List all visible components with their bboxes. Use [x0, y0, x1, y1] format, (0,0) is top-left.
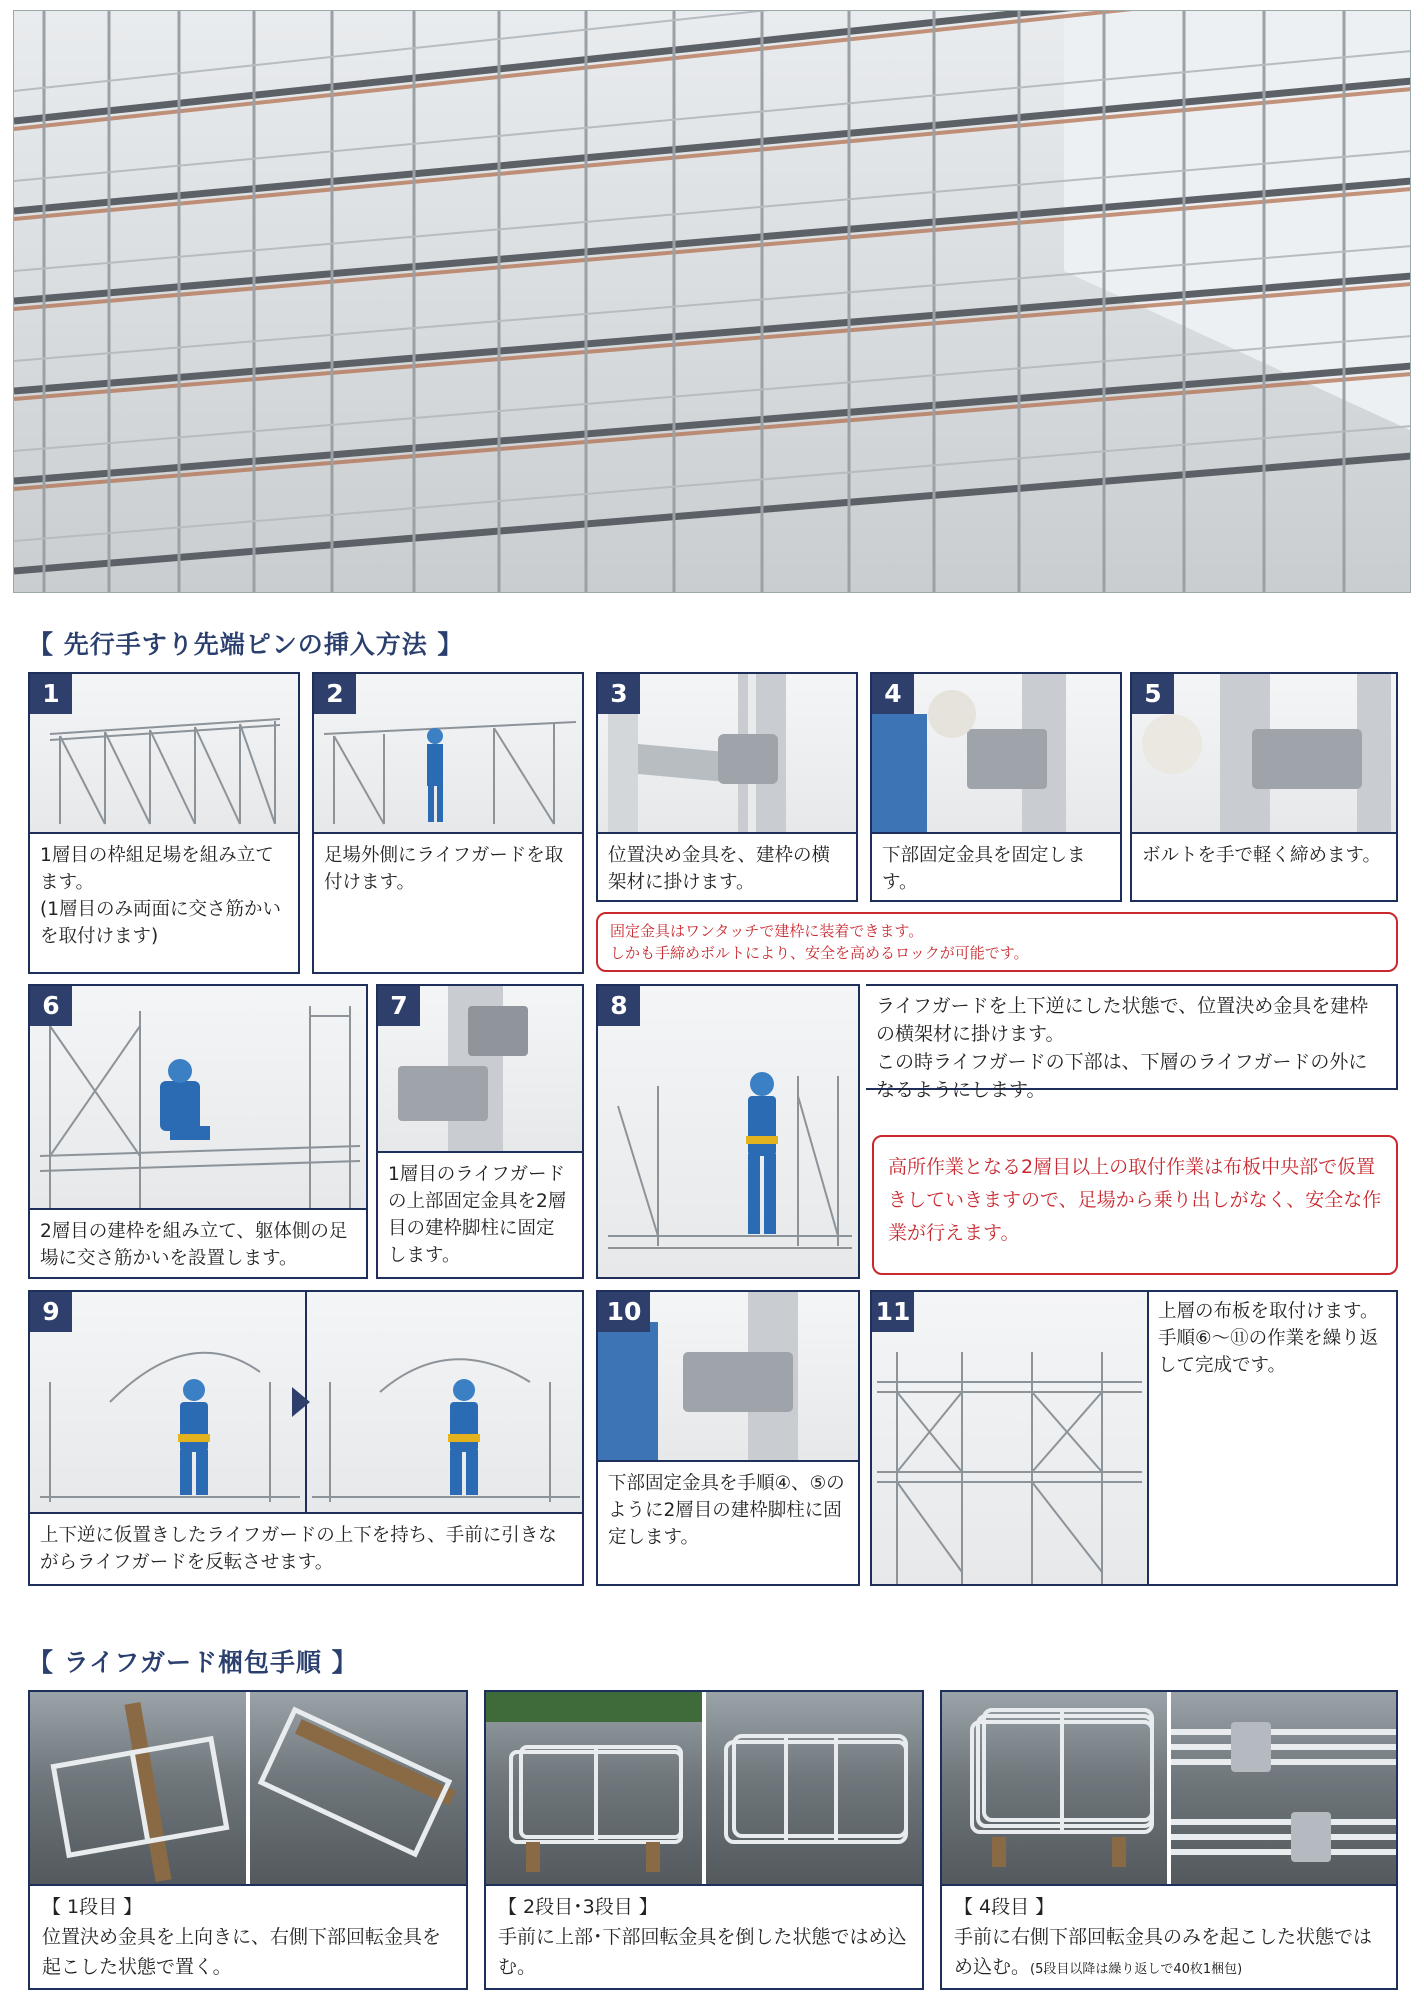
step-1-text [30, 832, 298, 972]
hero-scaffolding-photo [13, 10, 1411, 593]
step-number: 5 [1132, 674, 1174, 714]
step-6-photo [30, 986, 366, 1208]
step-10-card [596, 1290, 860, 1586]
packing-step-text-main: 手前に右側下部回転金具のみを起こした状態ではめ込む。 [954, 1926, 1373, 1978]
step-9-card [28, 1290, 584, 1586]
step-text: 2層目の建枠を組み立て、躯体側の足場に交さ筋かいを設置します。 [40, 1221, 348, 1269]
worker-flipping-guard-illustration [30, 1292, 582, 1512]
packing-photo [1171, 1692, 1396, 1884]
step-2-card [312, 672, 584, 974]
step-text: 位置決め金具を、建枠の横架材に掛けます。 [608, 845, 831, 893]
step-2-text [314, 832, 582, 972]
note-high-place-work: 高所作業となる2層目以上の取付作業は布板中央部で仮置きしていきますので、足場から乗り出しがなく、安全な作業が行えます。 [872, 1135, 1398, 1275]
section-title-insertion-method: 【 先行手すり先端ピンの挿入方法 】 [28, 630, 464, 659]
step-number: 3 [598, 674, 640, 714]
step-1-card [28, 672, 300, 974]
packing-step-2-card [484, 1690, 924, 1990]
packing-step-text: 位置決め金具を上向きに、右側下部回転金具を起こした状態で置く。 [42, 1926, 442, 1978]
step-11-text: 上層の布板を取付けます。手順⑥～⑪の作業を繰り返して完成です。 [1158, 1301, 1379, 1376]
packing-step-1-caption [30, 1884, 466, 1988]
note-clamp-one-touch: 固定金具はワンタッチで建枠に装着できます。 しかも手締めボルトにより、安全を高めるロックが可能です。 [596, 912, 1398, 972]
step-text: 1層目のライフガードの上部固定金具を2層目の建枠脚柱に固定します。 [388, 1164, 567, 1266]
scaffolding-illustration [14, 11, 1411, 593]
step-text: 足場外側にライフガードを取付けます。 [324, 845, 564, 893]
packing-step-3-photos [942, 1692, 1396, 1884]
packing-step-text: 手前に上部･下部回転金具を倒した状態ではめ込む。 [498, 1926, 907, 1978]
packing-step-note: (5段目以降は繰り返しで40枚1梱包) [1030, 1962, 1243, 1977]
worker-assembling-frame-illustration [30, 986, 366, 1208]
packing-step-head: 【 4段目 】 [954, 1896, 1055, 1918]
four-layer-stack-illustration [942, 1692, 1167, 1884]
step-8-card [596, 984, 860, 1279]
packing-photo [486, 1692, 702, 1884]
completed-scaffold-illustration [872, 1292, 1147, 1586]
step-number: 4 [872, 674, 914, 714]
step-6-text [30, 1208, 366, 1277]
stacked-clamps-closeup-illustration [1171, 1692, 1396, 1884]
step-10-text [598, 1460, 858, 1584]
step-text: 下部固定金具を手順④、⑤のように2層目の建枠脚柱に固定します。 [608, 1473, 845, 1548]
guard-frame-angle-illustration [250, 1692, 466, 1884]
stacked-guards-illustration [486, 1692, 702, 1884]
worker-hanging-guard-illustration [598, 986, 858, 1279]
stacked-guards-angle-illustration [706, 1692, 922, 1884]
step-9-text [30, 1512, 582, 1584]
step-number: 10 [598, 1292, 650, 1332]
step-text: 1層目の枠組足場を組み立てます。 (1層目のみ両面に交さ筋かいを取付けます) [40, 845, 281, 947]
step-text: 上下逆に仮置きしたライフガードの上下を持ち、手前に引きながらライフガードを反転させます。 [40, 1525, 557, 1573]
step-3-text [598, 832, 856, 900]
step-7-text [378, 1151, 582, 1277]
step-11-card [870, 1290, 1398, 1586]
packing-step-2-caption [486, 1884, 922, 1988]
packing-photo [250, 1692, 466, 1884]
packing-step-head: 【 2段目･3段目 】 [498, 1896, 658, 1918]
step-4-text [872, 832, 1120, 900]
packing-photo [942, 1692, 1167, 1884]
step-5-card [1130, 672, 1398, 902]
step-number: 2 [314, 674, 356, 714]
packing-step-1-photos [30, 1692, 466, 1884]
packing-step-2-photos [486, 1692, 922, 1884]
step-6-card [28, 984, 368, 1279]
guard-frame-on-timber-illustration [30, 1692, 246, 1884]
step-5-text [1132, 832, 1396, 900]
step-text: ボルトを手で軽く締めます。 [1142, 845, 1382, 866]
step-8-photo [598, 986, 858, 1279]
step-number: 6 [30, 986, 72, 1026]
packing-step-head: 【 1段目 】 [42, 1896, 143, 1918]
step-number: 8 [598, 986, 640, 1026]
step-11-photo [872, 1292, 1149, 1586]
step-number: 7 [378, 986, 420, 1026]
step-number: 1 [30, 674, 72, 714]
step-number: 11 [872, 1292, 914, 1332]
packing-step-1-card [28, 1690, 468, 1990]
packing-step-3-caption [942, 1884, 1396, 1988]
packing-step-3-card [940, 1690, 1398, 1990]
step-number: 9 [30, 1292, 72, 1332]
packing-photo [30, 1692, 246, 1884]
step-3-card [596, 672, 858, 902]
packing-photo [706, 1692, 922, 1884]
step-9-photo [30, 1292, 582, 1512]
section-title-packing-procedure: 【 ライフガード梱包手順 】 [28, 1648, 358, 1677]
step-7-card [376, 984, 584, 1279]
step-8-text: ライフガードを上下逆にした状態で、位置決め金具を建枠の横架材に掛けます。 この時ライフガードの下部は、下層のライフガードの外になるようにします。 [866, 984, 1398, 1090]
packing-step-text [954, 1922, 1384, 1985]
step-4-card [870, 672, 1122, 902]
step-text: 下部固定金具を固定します。 [882, 845, 1086, 893]
